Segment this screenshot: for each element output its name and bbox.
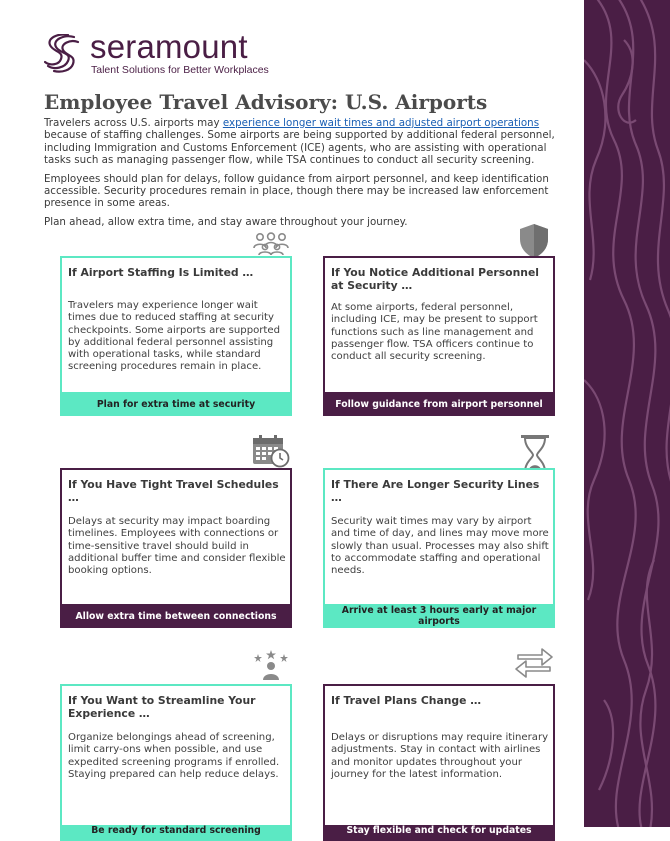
card-heading: If You Want to Streamline Your Experience … — [68, 694, 256, 720]
card-heading: If Airport Staffing Is Limited … — [68, 266, 254, 279]
intro-paragraph-2: Employees should plan for delays, follow guidance from airport personnel, and keep identification accessible. Security procedures remain in place, though there may be increased law enforcement presence in some areas. — [44, 172, 549, 210]
page-title: Employee Travel Advisory: U.S. Airports — [44, 90, 488, 114]
card-heading: If There Are Longer Security Lines … — [331, 478, 540, 504]
card-longer-lines — [323, 468, 555, 628]
intro-paragraph-1 — [44, 117, 564, 167]
card-heading: If You Notice Additional Personnel at Security … — [331, 266, 539, 292]
decorative-side-band — [584, 0, 670, 827]
card-body: At some airports, federal personnel, including ICE, may be present to support functions such as line management and passenger flow. TSA officers continue to conduct all security screening. — [331, 302, 538, 363]
brand-tagline: Talent Solutions for Better Workplaces — [91, 64, 269, 76]
shield-icon — [517, 222, 551, 260]
card-airport-staffing — [60, 256, 292, 416]
intro-text-run: Travelers across U.S. airports may — [44, 117, 223, 129]
seramount-logo-mark-icon — [44, 34, 80, 74]
card-additional-personnel — [323, 256, 555, 416]
card-footer: Arrive at least 3 hours early at major airports — [323, 604, 555, 628]
brand-logo — [44, 28, 274, 76]
card-streamline — [60, 684, 292, 836]
card-footer: Follow guidance from airport personnel — [323, 392, 555, 416]
advisory-link[interactable]: experience longer wait times and adjusted airport operations — [222, 117, 540, 129]
card-body: Organize belongings ahead of screening, limit carry-ons when possible, and use expedited screening programs if enrolled. Staying prepared can help reduce delays. — [68, 732, 280, 780]
contour-pattern — [584, 0, 670, 827]
person-stars-icon — [254, 650, 288, 680]
people-group-icon — [253, 232, 289, 256]
card-body: Travelers may experience longer wait times due to reduced staffing at security checkpoints. Some airports are supported by additional federal personnel assisting with operational tasks, while standard screening procedures remain in place. — [68, 300, 281, 373]
intro-text — [44, 117, 564, 234]
intro-paragraph-3: Plan ahead, allow extra time, and stay aware throughout your journey. — [44, 215, 408, 228]
card-footer: Be ready for standard screening — [60, 825, 292, 841]
calendar-clock-icon — [252, 434, 290, 468]
card-footer: Plan for extra time at security — [60, 392, 292, 416]
card-footer: Stay flexible and check for updates — [323, 825, 555, 841]
card-body: Delays at security may impact boarding timelines. Employees with connections or time-sensitive travel should build in additional buffer time and consider flexible booking options. — [68, 516, 286, 577]
card-body: Security wait times may vary by airport and time of day, and lines may move more slowly than usual. Processes may also shift to accommodate staffing and operational needs. — [331, 516, 549, 577]
card-body: Delays or disruptions may require itinerary adjustments. Stay in contact with airlines and monitor updates throughout your journey for the latest information. — [331, 732, 549, 780]
card-heading: If You Have Tight Travel Schedules … — [68, 478, 279, 504]
swap-arrows-icon — [514, 648, 554, 680]
card-tight-schedules — [60, 468, 292, 628]
card-plans-change — [323, 684, 555, 836]
card-heading: If Travel Plans Change … — [331, 694, 482, 707]
brand-name: seramount — [90, 28, 248, 65]
intro-text-run: because of staffing challenges. Some airports are being supported by additional federal personnel, including Immigration and Customs Enforcement (ICE) agents, who are assisting with operational tasks such as managing passenger flow, while TSA continues to conduct all security screening. — [44, 129, 555, 167]
card-footer: Allow extra time between connections — [60, 604, 292, 628]
